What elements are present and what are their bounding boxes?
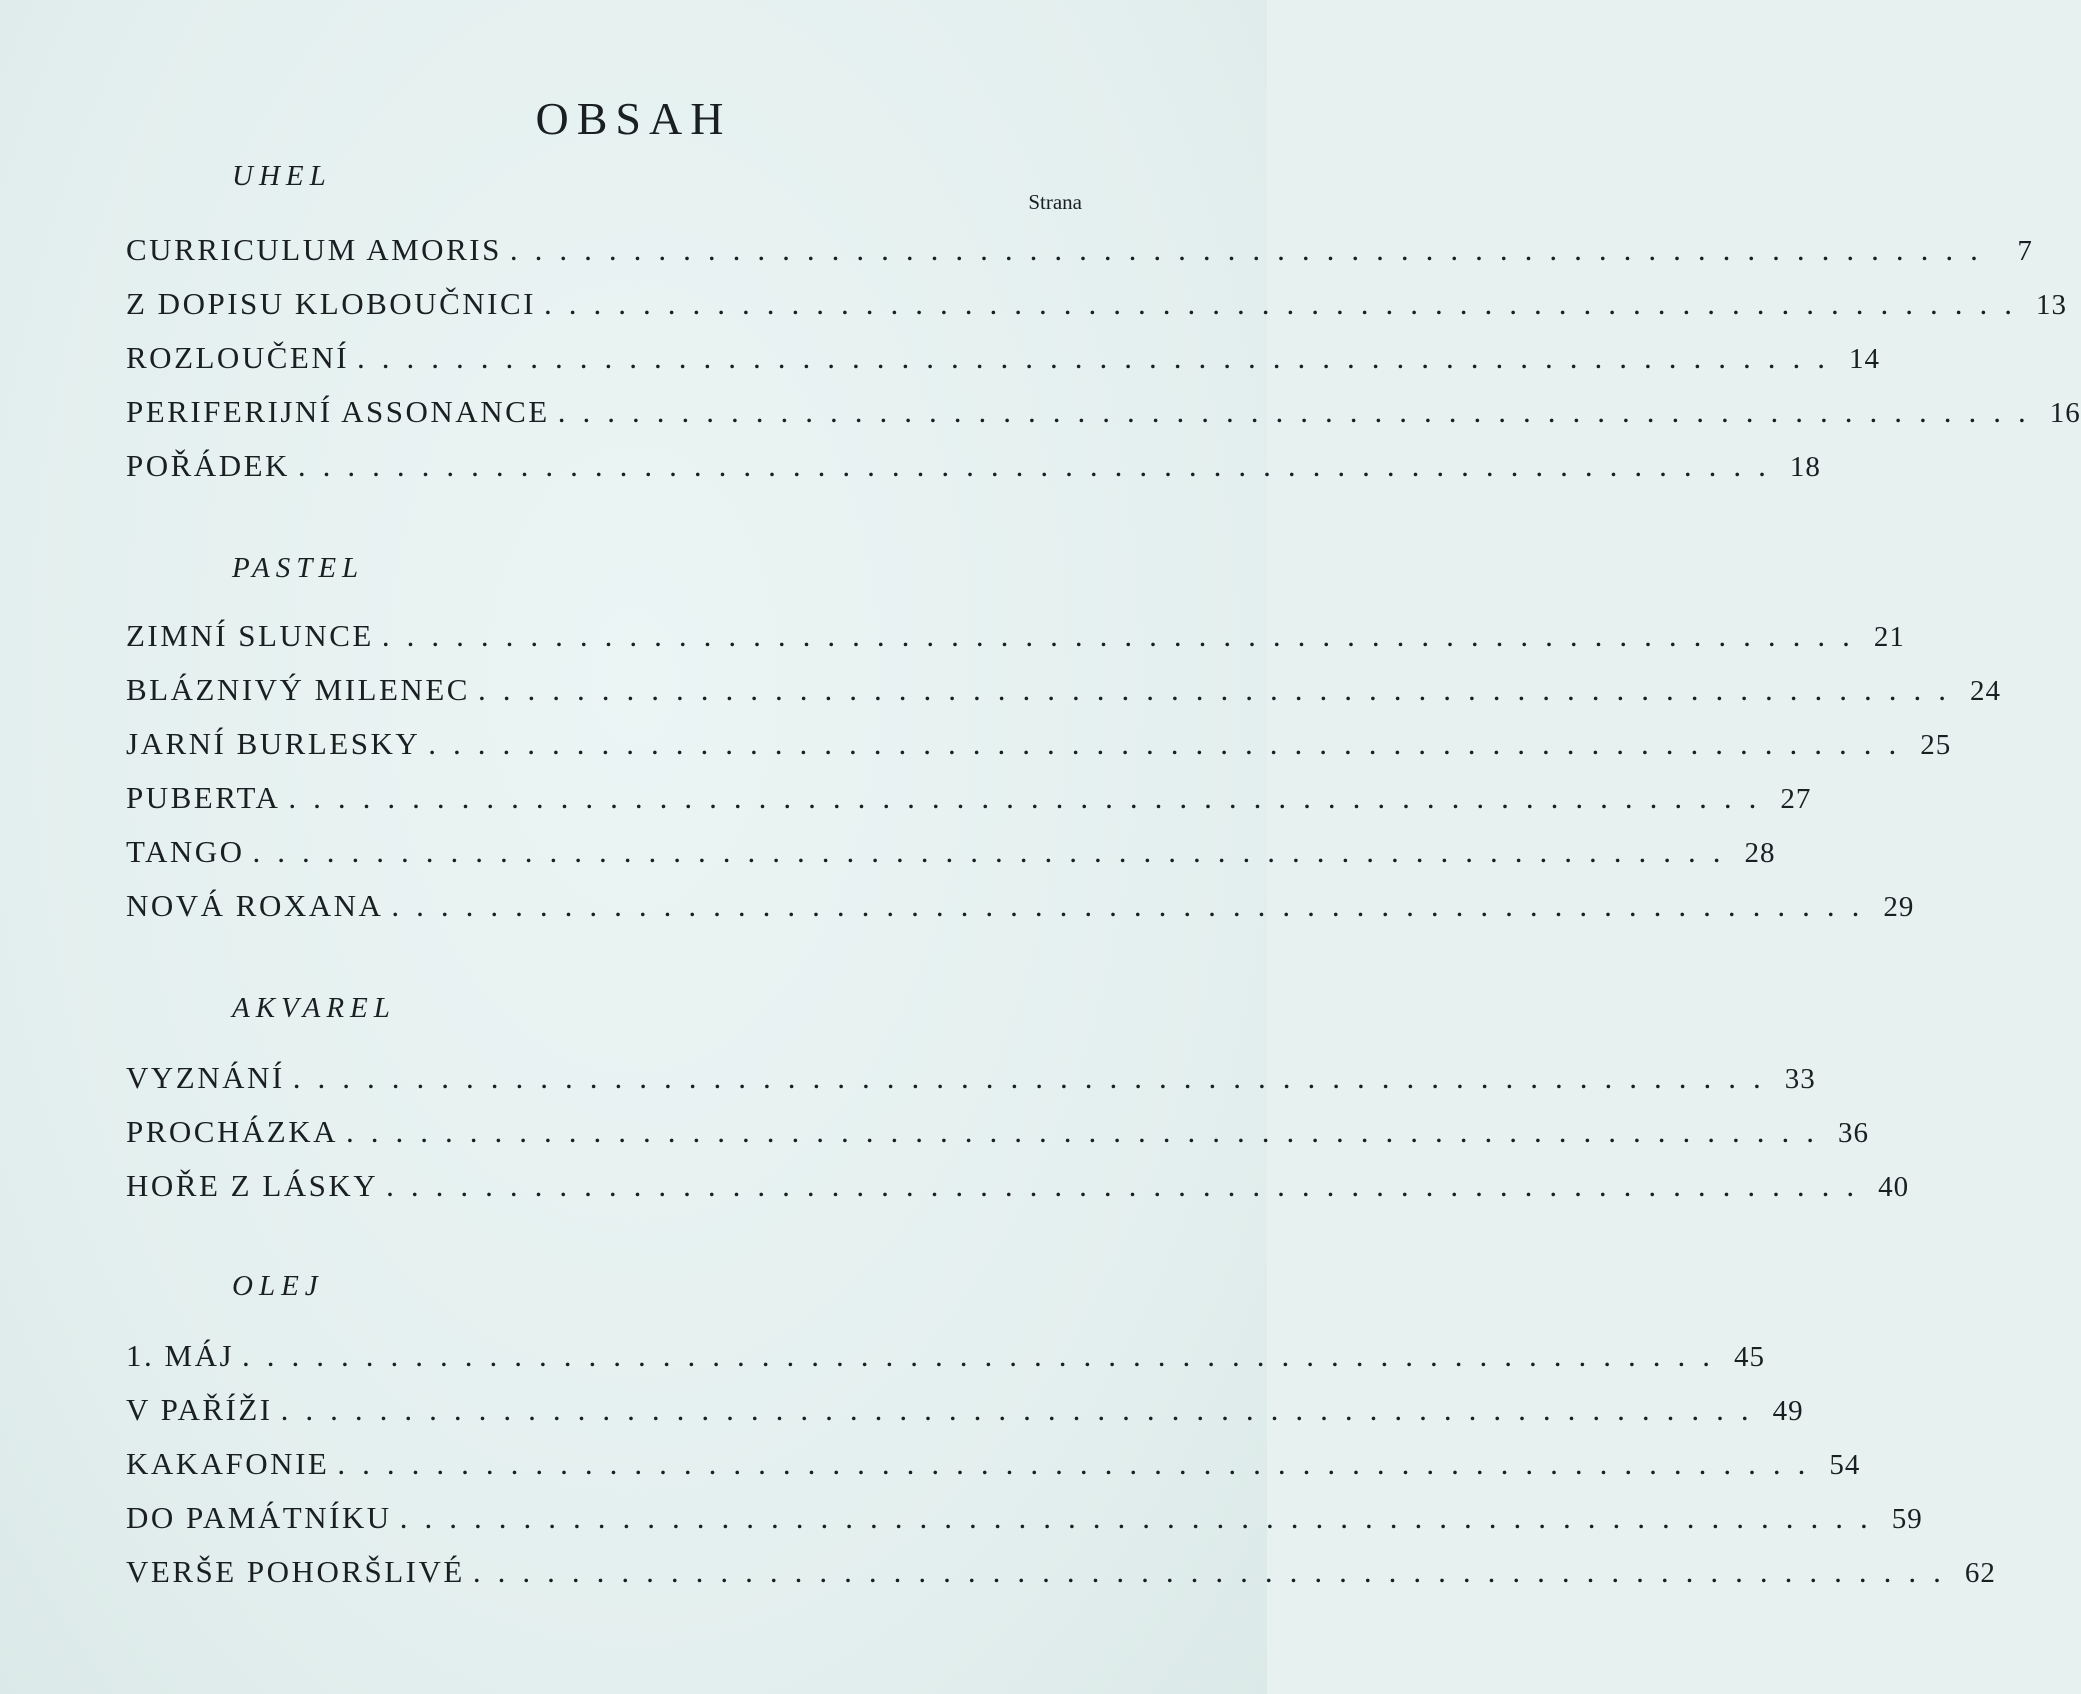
toc-entry [126,1338,1766,1378]
entry-title: VERŠE POHORŠLIVÉ [126,1554,465,1589]
entry-title: VYZNÁNÍ [126,1060,285,1095]
dot-leader: ............................................................ [337,1446,1823,1481]
entry-page: 49 [1772,1395,1804,1427]
toc-entry [126,726,1952,766]
page-title: OBSAH [535,93,732,144]
entry-page: 7 [2017,235,2033,267]
entry-title: PERIFERIJNÍ ASSONANCE [126,394,550,429]
entry-title: ZIMNÍ SLUNCE [126,618,374,653]
dot-leader: ............................................................ [288,780,1774,815]
entry-page: 25 [1920,729,1952,761]
section-heading: OLEJ [232,1270,324,1302]
dot-leader: ............................................................ [280,1392,1766,1427]
entry-title: HOŘE Z LÁSKY [126,1168,379,1203]
toc-entry [126,672,2001,712]
toc-entry [126,1446,1861,1486]
toc-entry [126,1554,1996,1594]
toc-entry [126,1060,1816,1100]
entry-title: PROCHÁZKA [126,1114,338,1149]
entry-page: 59 [1891,1503,1923,1535]
entry-title: Z DOPISU KLOBOUČNICI [126,286,536,321]
toc-entry [126,1168,1910,1208]
dot-leader: ............................................................ [357,340,1843,375]
entry-title: NOVÁ ROXANA [126,888,384,923]
toc-entry [126,888,1915,928]
dot-leader: ............................................................ [543,286,2029,321]
entry-page: 21 [1873,621,1905,653]
page-column-label: Strana [1028,190,1082,214]
entry-page: 33 [1784,1063,1816,1095]
dot-leader: ............................................................ [386,1168,1872,1203]
entry-page: 27 [1780,783,1812,815]
toc-entry [126,286,2067,326]
entry-page: 62 [1964,1557,1996,1589]
entry-page: 40 [1878,1171,1910,1203]
section-heading: AKVAREL [232,992,396,1024]
entry-title: POŘÁDEK [126,448,290,483]
entry-title: BLÁZNIVÝ MILENEC [126,672,470,707]
entry-title: TANGO [126,834,245,869]
entry-title: CURRICULUM AMORIS [126,232,502,267]
section-heading: PASTEL [232,552,365,584]
toc-entry [126,618,1905,658]
toc-entry [126,1392,1804,1432]
toc-entry [126,394,2081,434]
dot-leader: ............................................................ [477,672,1963,707]
entry-page: 45 [1734,1341,1766,1373]
toc-entry [126,232,2033,272]
dot-leader: ............................................................ [557,394,2043,429]
entry-title: DO PAMÁTNÍKU [126,1500,392,1535]
entry-page: 14 [1849,343,1881,375]
dot-leader: ............................................................ [428,726,1914,761]
entry-page: 54 [1829,1449,1861,1481]
dot-leader: ............................................................ [399,1500,1885,1535]
dot-leader: ............................................................ [391,888,1877,923]
toc-entry [126,448,1821,488]
toc-entry [126,1500,1923,1540]
dot-leader: ............................................................ [252,834,1738,869]
dot-leader: ............................................................ [345,1114,1831,1149]
dot-leader: ............................................................ [297,448,1783,483]
dot-leader: ............................................................ [472,1554,1958,1589]
dot-leader: ............................................................ [292,1060,1778,1095]
entry-title: KAKAFONIE [126,1446,330,1481]
entry-title: ROZLOUČENÍ [126,340,350,375]
entry-page: 18 [1789,451,1821,483]
toc-entry [126,340,1881,380]
entry-page: 24 [1969,675,2001,707]
entry-title: PUBERTA [126,780,281,815]
entry-page: 28 [1744,837,1776,869]
dot-leader: ............................................................ [242,1338,1728,1373]
toc-entry [126,1114,1869,1154]
entry-page: 36 [1837,1117,1869,1149]
dot-leader: ............................................................ [509,232,1995,267]
entry-page: 13 [2035,289,2067,321]
entry-page: 16 [2049,397,2081,429]
section-heading: UHEL [232,160,332,192]
entry-title: 1. MÁJ [126,1338,235,1373]
entry-page: 29 [1883,891,1915,923]
toc-entry [126,834,1776,874]
toc-entry [126,780,1812,820]
dot-leader: ............................................................ [381,618,1867,653]
entry-title: V PAŘÍŽI [126,1392,273,1427]
entry-title: JARNÍ BURLESKY [126,726,421,761]
